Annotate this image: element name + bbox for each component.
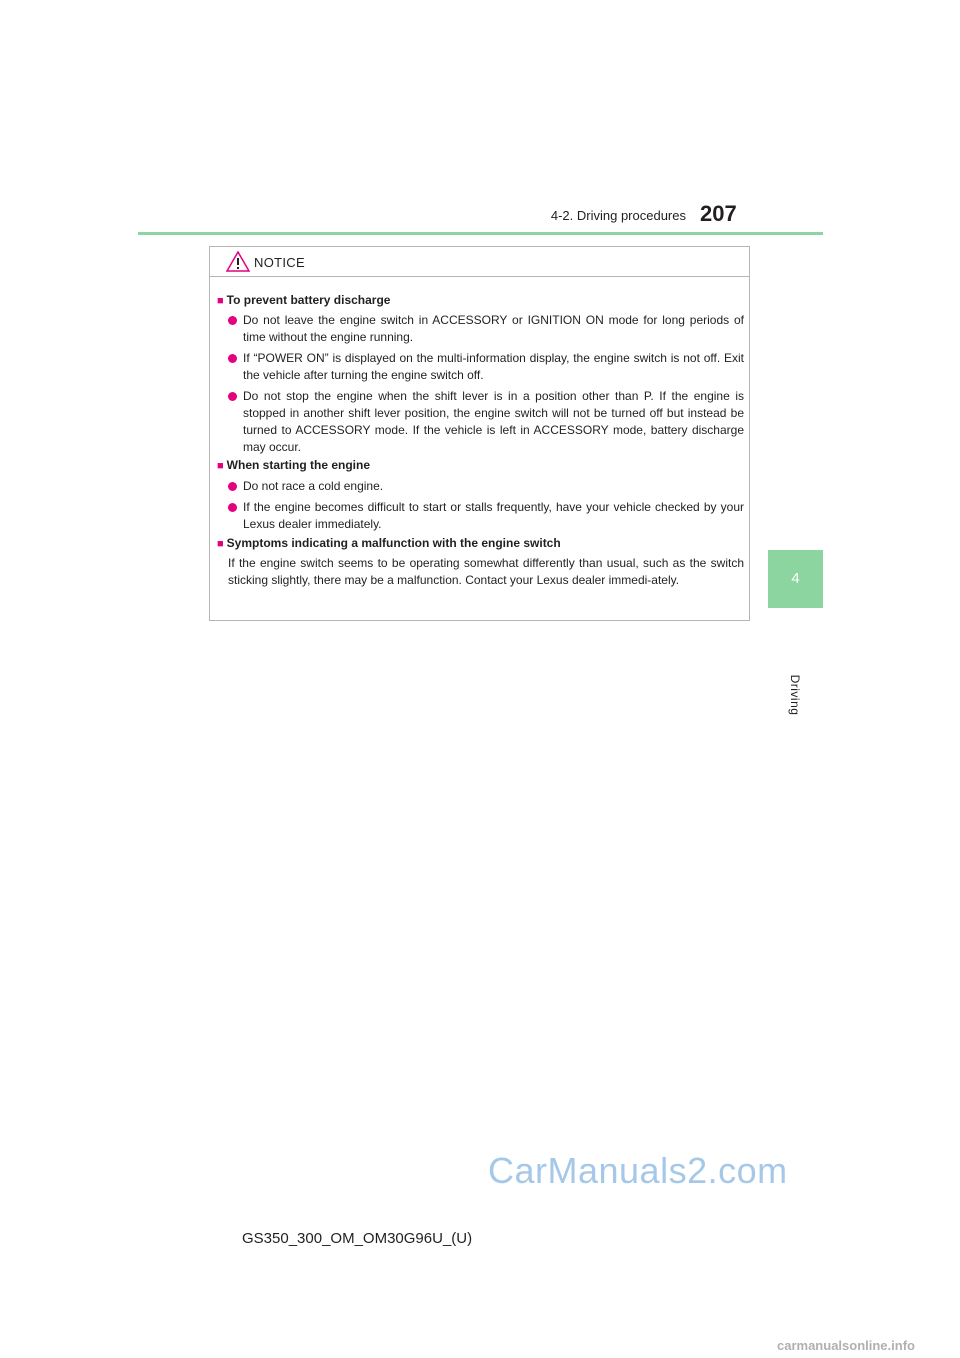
list-item-text: If the engine becomes difficult to start or stalls frequently, have your vehicle checked by your Lexus dealer immediately. xyxy=(243,500,744,531)
list-item-text: If “POWER ON” is displayed on the multi-information display, the engine switch is not off. Exit the vehicle after turning the engine switch off. xyxy=(243,351,744,382)
list-item xyxy=(228,350,744,384)
list-item-text: Do not race a cold engine. xyxy=(243,479,384,493)
section-heading-text: When starting the engine xyxy=(226,458,370,472)
list-item xyxy=(228,499,744,533)
document-code: GS350_300_OM_OM30G96U_(U) xyxy=(242,1230,473,1247)
list-item xyxy=(228,388,744,456)
round-bullet-icon xyxy=(228,503,237,512)
chapter-label xyxy=(768,620,823,716)
square-bullet-icon: ■ xyxy=(217,460,224,472)
chapter-label-text: Driving xyxy=(788,674,802,716)
section-heading-text: Symptoms indicating a malfunction with the engine switch xyxy=(226,536,561,550)
list-item-text: Do not stop the engine when the shift lever is in a position other than P. If the engine is stopped in another shift lever position, the engine switch will not be turned off but instead be turned to ACCESSORY mode. If the vehicle is left in ACCESSORY mode, battery discharge may occur. xyxy=(243,389,744,454)
square-bullet-icon: ■ xyxy=(217,538,224,550)
section-heading-text: To prevent battery discharge xyxy=(226,293,391,307)
list-item xyxy=(228,478,744,495)
notice-header xyxy=(210,247,749,277)
section-heading-battery xyxy=(217,293,390,307)
list-item-text: Do not leave the engine switch in ACCESSORY or IGNITION ON mode for long periods of time without the engine running. xyxy=(243,313,744,344)
chapter-tab[interactable]: 4 xyxy=(768,550,823,608)
round-bullet-icon xyxy=(228,482,237,491)
square-bullet-icon: ■ xyxy=(217,295,224,307)
header-section-title: 4-2. Driving procedures xyxy=(550,208,686,223)
notice-title: NOTICE xyxy=(254,255,305,270)
section-heading-malfunction xyxy=(217,536,561,550)
warning-triangle-icon xyxy=(226,251,250,272)
round-bullet-icon xyxy=(228,392,237,401)
list-item xyxy=(228,312,744,346)
watermark-secondary: carmanualsonline.info xyxy=(777,1338,915,1353)
notice-box xyxy=(209,246,750,621)
section-heading-starting xyxy=(217,458,370,472)
round-bullet-icon xyxy=(228,316,237,325)
header-rule xyxy=(138,232,823,235)
watermark-primary: CarManuals2.com xyxy=(488,1150,788,1191)
page-number: 207 xyxy=(700,201,737,226)
section-paragraph: If the engine switch seems to be operating somewhat differently than usual, such as the switch sticking slightly, there may be a malfunction. Contact your Lexus dealer immedi-ately. xyxy=(228,556,744,587)
round-bullet-icon xyxy=(228,354,237,363)
